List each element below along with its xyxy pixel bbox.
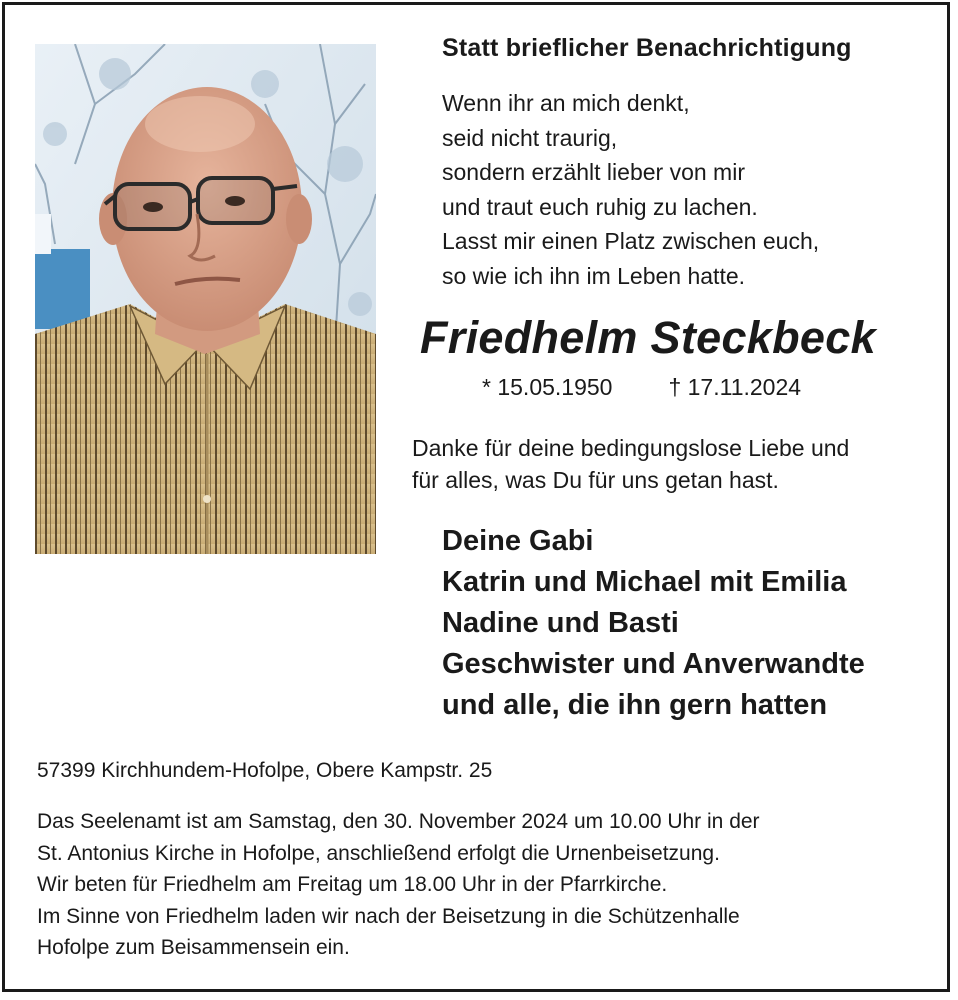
service-line: St. Antonius Kirche in Hofolpe, anschließend erfolgt die Urnenbeisetzung. [37, 841, 720, 865]
life-dates [482, 374, 801, 401]
service-line: Wir beten für Friedhelm am Freitag um 18.00 Uhr in der Pfarrkirche. [37, 873, 668, 896]
memorial-poem [442, 86, 819, 293]
poem-line: und traut euch ruhig zu lachen. [442, 193, 758, 220]
service-line: Das Seelenamt ist am Samstag, den 30. November 2024 um 10.00 Uhr in der [37, 810, 760, 833]
deceased-name: Friedhelm Steckbeck [420, 312, 876, 363]
mourner-line: Nadine und Basti [442, 607, 679, 639]
poem-line: seid nicht traurig, [442, 124, 618, 151]
service-line: Im Sinne von Friedhelm laden wir nach der Beisetzung in die Schützenhalle [37, 904, 740, 928]
thanks-line: für alles, was Du für uns getan hast. [412, 467, 779, 493]
poem-line: Lasst mir einen Platz zwischen euch, [442, 228, 820, 254]
portrait-photo [35, 44, 376, 554]
notice-heading: Statt brieflicher Benachrichtigung [442, 34, 852, 62]
mourner-line: Katrin und Michael mit Emilia [442, 566, 847, 598]
birth-date: * 15.05.1950 [482, 374, 613, 400]
mourner-line: Geschwister und Anverwandte [442, 648, 865, 680]
mourner-line: und alle, die ihn gern hatten [442, 689, 828, 721]
poem-line: sondern erzählt lieber von mir [442, 159, 745, 185]
mourners-list [442, 521, 865, 726]
death-date: † 17.11.2024 [668, 374, 802, 400]
mourner-line: Deine Gabi [442, 525, 594, 557]
thanks-text [412, 432, 849, 496]
service-line: Hofolpe zum Beisammensein ein. [37, 936, 350, 959]
service-details [37, 806, 760, 964]
family-address: 57399 Kirchhundem-Hofolpe, Obere Kampstr. 25 [37, 759, 493, 782]
poem-line: Wenn ihr an mich denkt, [442, 90, 690, 116]
poem-line: so wie ich ihn im Leben hatte. [442, 262, 746, 289]
thanks-line: Danke für deine bedingungslose Liebe und [412, 435, 850, 461]
